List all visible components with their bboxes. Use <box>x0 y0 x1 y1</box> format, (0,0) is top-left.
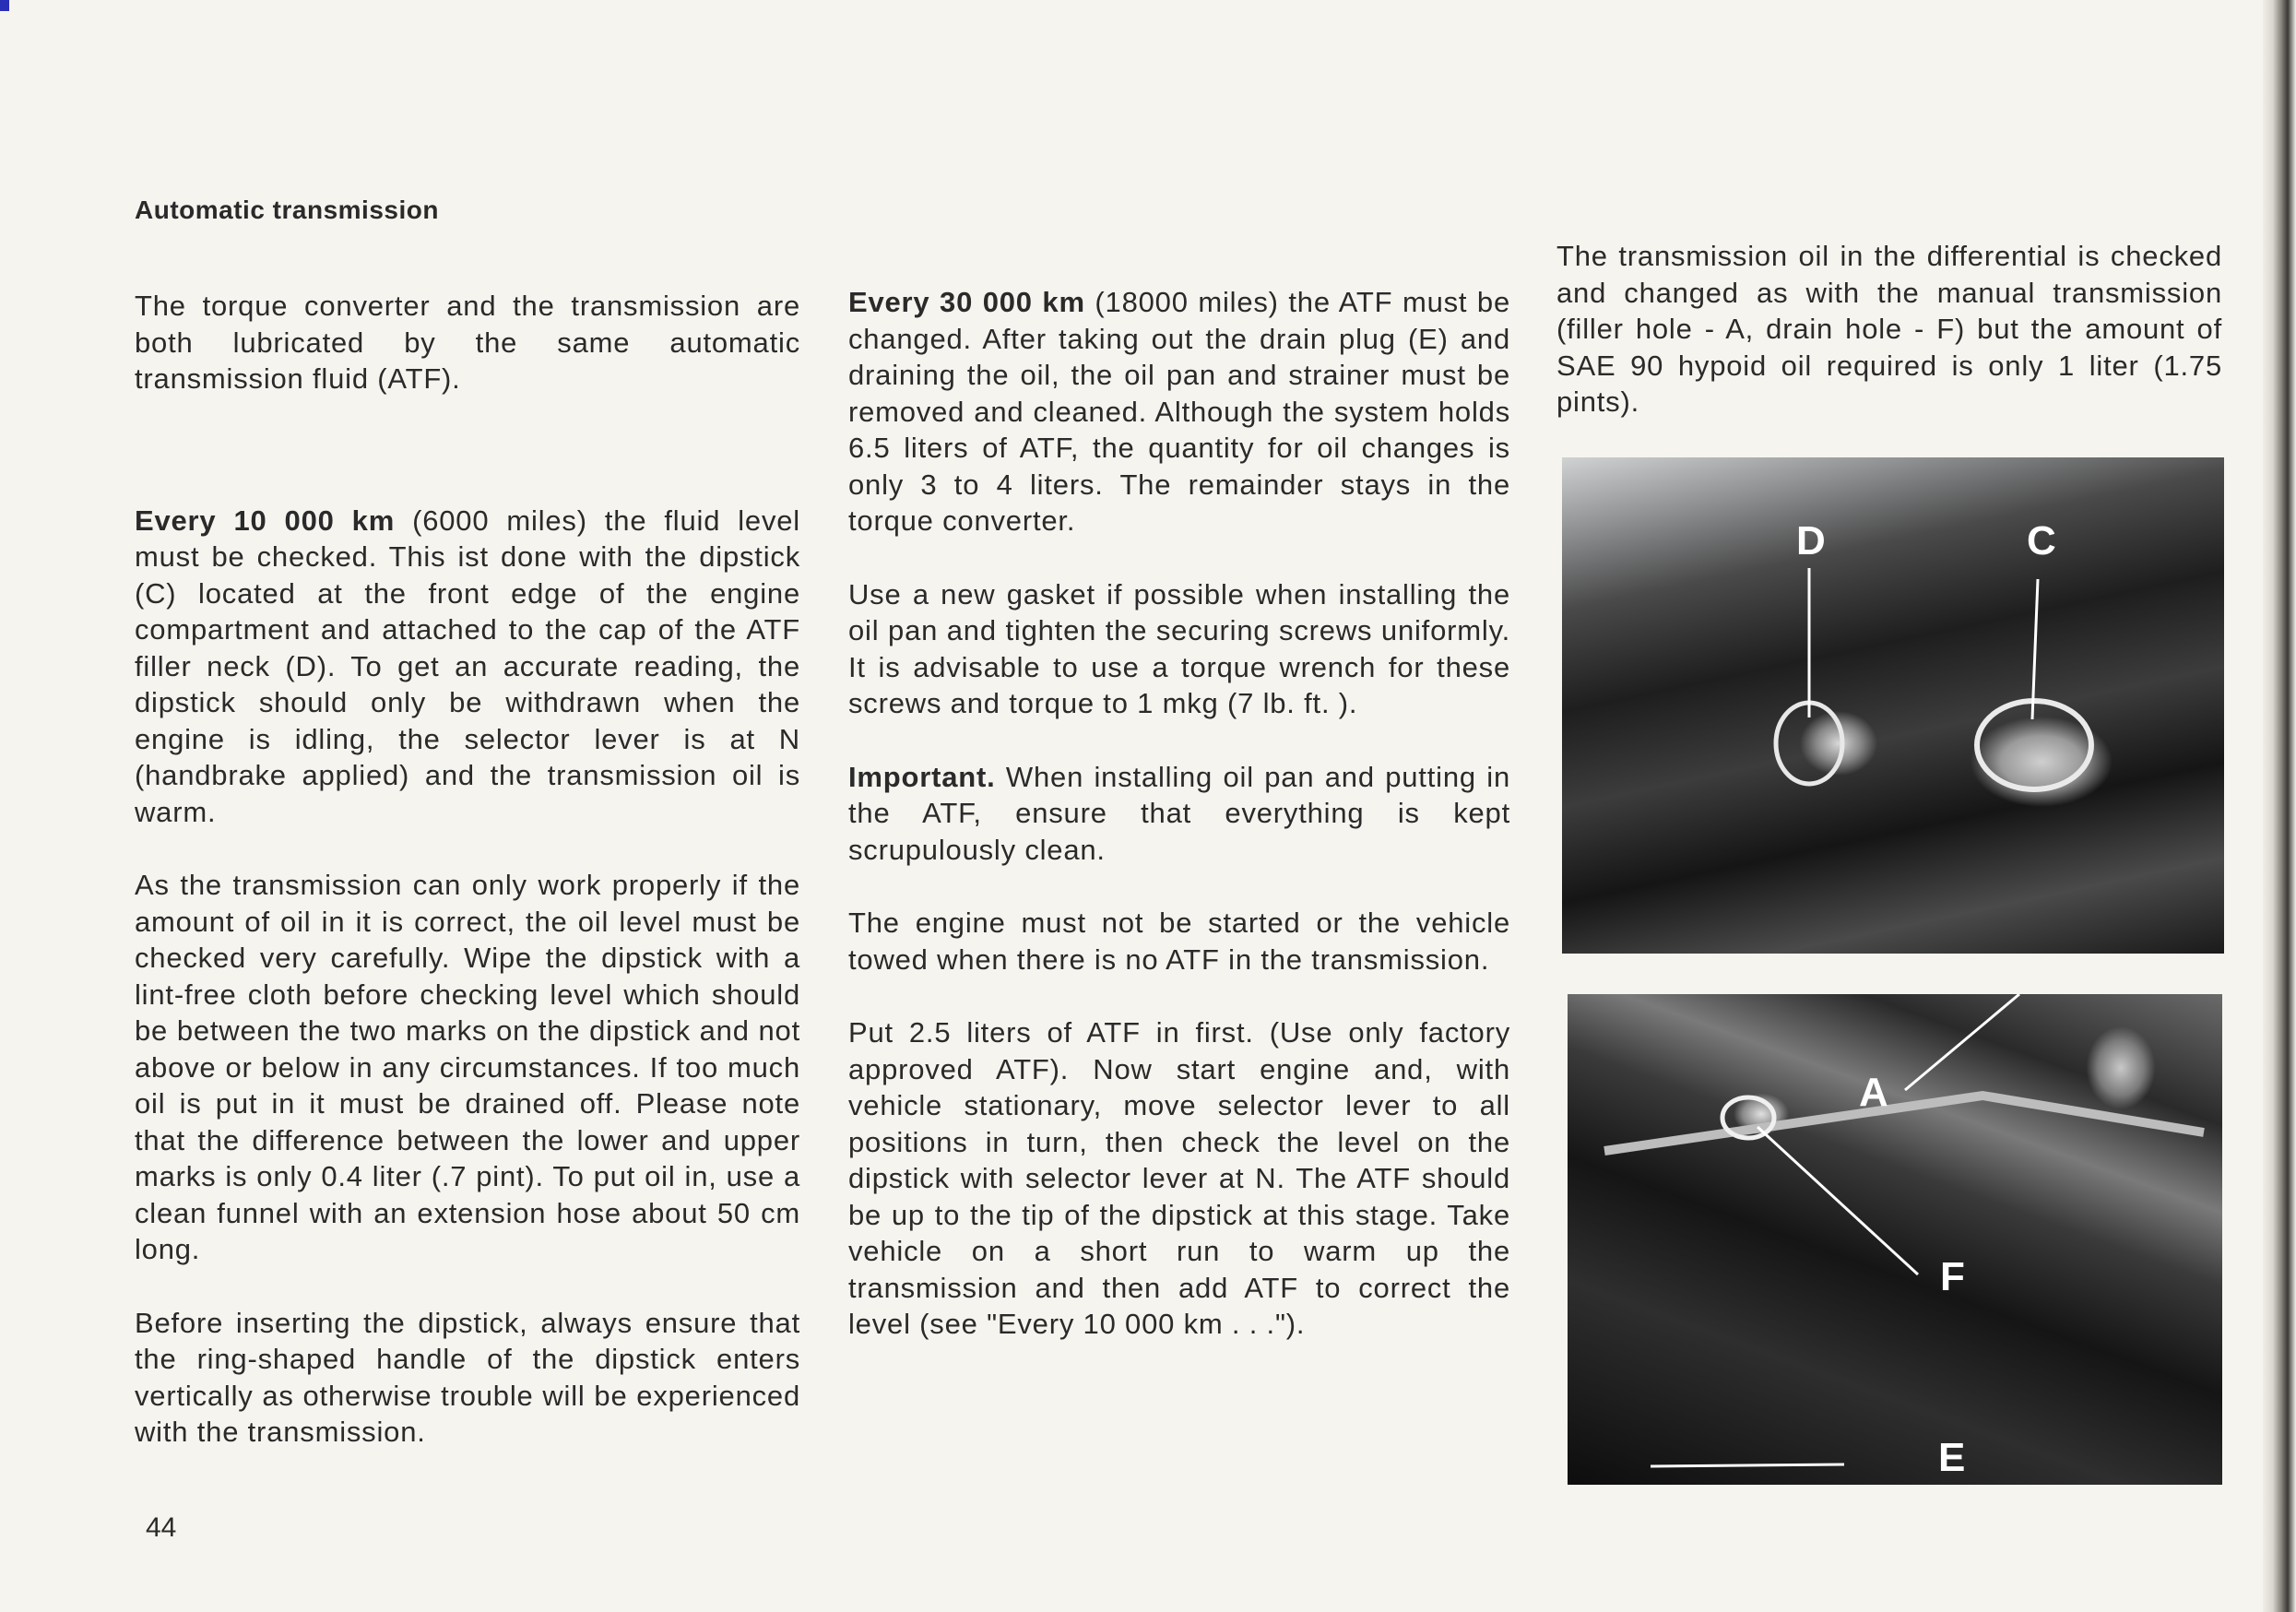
paragraph-important <box>848 759 1510 869</box>
text-important: When installing oil pan and putting in the ATF, ensure that everything is kept scrupulously clean. <box>848 760 1510 866</box>
photo-dipstick-filler-neck <box>1562 457 2224 954</box>
paragraph-30000km <box>848 284 1510 539</box>
label-f: F <box>1940 1254 1965 1299</box>
column-middle <box>848 0 1510 1343</box>
photo1-overlay <box>1562 457 2224 954</box>
page-number: 44 <box>146 1512 177 1543</box>
label-c: C <box>2027 518 2056 563</box>
lead-important: Important. <box>848 760 996 793</box>
paragraph-10000km <box>135 503 800 831</box>
paragraph-no-atf: The engine must not be started or the vehicle towed when there is no ATF in the transmission. <box>848 907 1510 976</box>
label-e: E <box>1938 1435 1966 1480</box>
label-d: D <box>1796 518 1826 563</box>
paragraph-refill: Put 2.5 liters of ATF in first. (Use only factory approved ATF). Now start engine and, with vehicle stationary, move selector lever to all positions in turn, then check the level on the dipstick with selector lever at N. The ATF should be up to the tip of the dipstick at this stage. Take vehicle on a short run to warm up the transmission and then add ATF to correct the level (see "Every 10 000 km . . ."). <box>848 1016 1510 1340</box>
column-right <box>1556 0 2222 421</box>
paragraph-dipstick: Before inserting the dipstick, always ensure that the ring-shaped handle of the dipstick enters vertically as otherwise trouble will be experienced with the transmission. <box>135 1306 800 1448</box>
text-10000km: (6000 miles) the fluid level must be checked. This ist done with the dipstick (C) located at the front edge of the engine compartment and attached to the cap of the ATF filler neck (D). To get an accurate reading, the dipstick should only be withdrawn when the engine is idling, the selector lever is at N (handbrake applied) and the transmission oil is warm. <box>135 504 800 828</box>
leader-line-f <box>1758 1127 1918 1274</box>
leader-line-e <box>1651 1464 1844 1466</box>
label-a: A <box>1859 1070 1888 1115</box>
photo-oil-pan <box>1568 994 2222 1485</box>
lead-30000km: Every 30 000 km <box>848 286 1085 318</box>
oil-pan-rim <box>1604 1096 2204 1151</box>
dipstick-ring-handle <box>1977 701 2091 789</box>
photo2-overlay <box>1568 994 2222 1485</box>
leader-line-a <box>1905 994 2019 1090</box>
column-left <box>135 0 800 1451</box>
paragraph-differential: The transmission oil in the differential is checked and changed as with the manual transmission (filler hole - A, drain hole - F) but the amount of SAE 90 hypoid oil required is only 1 liter (1.75 pints). <box>1556 240 2222 418</box>
corner-mark <box>0 0 9 11</box>
section-title: Automatic transmission <box>135 196 439 224</box>
page-binding-edge <box>2263 0 2296 1612</box>
text-30000km: (18000 miles) the ATF must be changed. After taking out the drain plug (E) and draining the oil, the oil pan and strainer must be removed and cleaned. Although the system holds 6.5 liters of ATF, the quantity for oil changes is only 3 to 4 liters. The remainder stays in the torque converter. <box>848 286 1511 537</box>
lead-10000km: Every 10 000 km <box>135 504 396 537</box>
paragraph-oil-level: As the transmission can only work properly if the amount of oil in it is correct, the oil level must be checked very carefully. Wipe the dipstick with a lint-free cloth before checking level which should be between the two marks on the dipstick and not above or below in any circumstances. If too much oil is put in it must be drained off. Please note that the difference between the lower and upper marks is only 0.4 liter (.7 pint). To put oil in, use a clean funnel with an extension hose about 50 cm long. <box>135 869 800 1265</box>
paragraph-lubrication: The torque converter and the transmission are both lubricated by the same automatic transmission fluid (ATF). <box>135 290 800 395</box>
paragraph-gasket: Use a new gasket if possible when installing the oil pan and tighten the securing screws uniformly. It is advisable to use a torque wrench for these screws and torque to 1 mkg (7 lb. ft. ). <box>848 577 1510 719</box>
